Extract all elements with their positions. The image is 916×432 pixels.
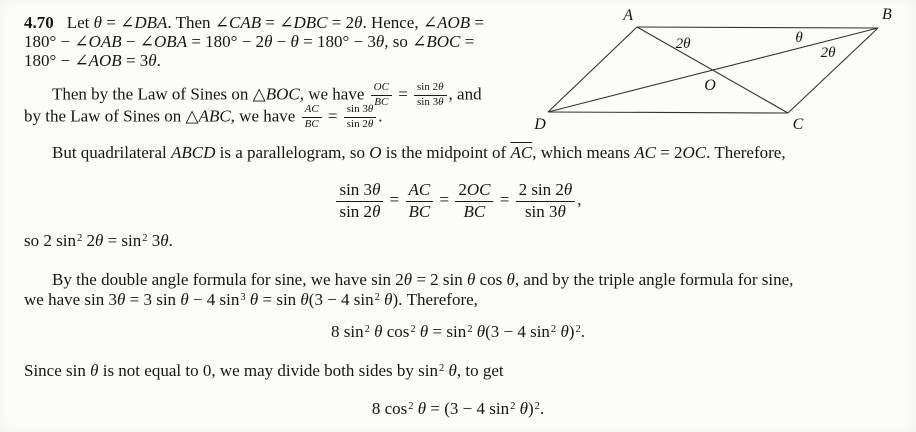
vertex-label-d: D [534, 116, 546, 132]
edge-da [548, 27, 637, 112]
fraction [516, 181, 576, 221]
text-run: θ [384, 290, 393, 309]
para2-line2 [24, 104, 383, 131]
text-run: = [393, 84, 413, 104]
text-run: − 4 sin [188, 290, 240, 309]
text-run: . Then ∠ [167, 13, 230, 32]
text-run: 2 [364, 323, 370, 335]
text-run: θ [354, 13, 363, 32]
text-run: OAB [88, 32, 122, 51]
angle-label-cab: 2θ [675, 36, 691, 52]
text-run: AC [634, 143, 656, 162]
text-run: = sin [103, 231, 142, 250]
text-run: θ [94, 231, 104, 250]
text-run: , so ∠ [384, 32, 427, 51]
fraction [406, 181, 434, 221]
text-run: = ∠ [261, 13, 294, 32]
text-run: θ [117, 290, 126, 309]
para3-line [52, 143, 786, 163]
text-run: 3 [147, 231, 161, 250]
text-run: But quadrilateral [52, 143, 171, 162]
text-run: θ [375, 32, 385, 51]
text-run: θ [374, 322, 383, 341]
text-run: θ [438, 81, 444, 93]
text-run: ). Therefore, [392, 290, 478, 309]
text-run: sin 3 [524, 201, 558, 221]
text-run: = [323, 106, 342, 126]
text-run: ) [527, 399, 534, 418]
text-run: , we have [230, 106, 300, 126]
text-run: θ [519, 399, 528, 418]
text-run: 8 sin [331, 322, 364, 341]
text-run: . [378, 106, 383, 126]
text-run: AOB [88, 51, 122, 70]
para1-line1 [24, 13, 484, 33]
text-run: BC [304, 117, 319, 130]
text-run: 2 [510, 400, 516, 412]
para1-line3 [24, 51, 161, 71]
text-run: OBA [154, 32, 188, 51]
text-run: . Hence, ∠ [362, 13, 438, 32]
text-run: 2 [467, 323, 473, 335]
text-run: AC [408, 180, 431, 200]
text-run: θ [403, 270, 413, 289]
text-run: θ [372, 180, 381, 200]
text-run: , to get [456, 361, 504, 380]
text-run: θ [476, 322, 486, 341]
text-run: = 2 sin [412, 270, 468, 289]
text-run: θ [448, 361, 457, 380]
text-run: sin 3 [346, 103, 368, 115]
text-run: ) [568, 322, 575, 341]
text-run: 2 [438, 362, 445, 374]
text-run: OC [682, 143, 707, 162]
text-run: θ [467, 270, 476, 289]
text-run: 2 [534, 400, 540, 412]
fraction [302, 104, 322, 131]
text-run: BC [408, 201, 431, 221]
text-run: sin 2 [346, 117, 368, 130]
text-run: 180° − ∠ [24, 51, 89, 70]
parallelogram-diagram [528, 2, 916, 132]
text-run: θ [438, 95, 444, 108]
vertex-label-b: B [882, 6, 892, 23]
text-run: θ [417, 399, 427, 418]
text-run: 2 [374, 291, 380, 303]
display-equation-2 [0, 318, 916, 349]
text-run: we have sin 3 [24, 290, 118, 309]
text-run: . [539, 399, 545, 418]
text-run: = 3 sin [125, 290, 181, 309]
text-run: 2 [410, 323, 416, 335]
text-run: θ [160, 231, 169, 250]
text-run: , and [448, 84, 482, 104]
text-run: OC [466, 180, 491, 200]
text-run: − ∠ [121, 32, 155, 51]
text-run: BC [463, 201, 486, 221]
text-run: = 180° − 2 [187, 32, 265, 51]
text-run: = 2 [327, 13, 355, 32]
angle-label-abd: θ [795, 30, 803, 46]
text-run: $\overline{AC}$ [510, 143, 533, 162]
text-run: = [495, 190, 514, 209]
text-run: BC [374, 95, 389, 108]
text-run: θ [506, 270, 515, 289]
text-run: = sin [428, 322, 467, 341]
text-run: θ [290, 32, 299, 51]
edge-ab [637, 27, 878, 28]
text-run: = [470, 13, 484, 32]
text-run: = ∠ [102, 13, 135, 32]
text-run: = [460, 32, 475, 51]
text-run: = 2 [655, 143, 683, 162]
text-run: AC [304, 103, 319, 115]
text-run: (3 − 4 sin [308, 290, 374, 309]
text-run: By the double angle formula for sine, we have sin 2 [52, 270, 404, 289]
fraction [455, 181, 493, 221]
text-run: θ [148, 51, 157, 70]
text-run: = sin [258, 290, 301, 309]
text-run: (3 − 4 sin [485, 322, 550, 341]
edge-cd [548, 112, 788, 113]
text-run: sin 2 [339, 201, 373, 221]
text-run: 2 [550, 323, 557, 335]
text-run: 8 cos [371, 399, 408, 418]
diagonal-db [548, 28, 878, 112]
text-run: BOC [426, 32, 461, 51]
text-run: 2 [76, 232, 83, 244]
text-run: Then by the Law of Sines on △ [52, 84, 266, 104]
text-run: sin 3 [417, 95, 439, 108]
text-run: θ [560, 322, 569, 341]
fraction [344, 104, 377, 131]
point-label-o: O [704, 77, 716, 94]
text-run: θ [367, 103, 374, 115]
text-run: is a parallelogram, so [215, 143, 370, 162]
display-equation-3 [0, 395, 916, 426]
text-run: = [385, 190, 404, 209]
fraction [336, 181, 383, 221]
para4-line2 [24, 290, 478, 313]
para4-line1 [52, 270, 793, 290]
text-run: . [168, 231, 173, 250]
text-run: 180° − ∠ [24, 32, 89, 51]
vertex-label-a: A [623, 7, 633, 24]
text-run: AOB [437, 13, 471, 32]
text-run: OC [373, 81, 389, 93]
text-run: CAB [229, 13, 262, 32]
text-run: θ [367, 117, 374, 130]
text-run: Since sin [24, 361, 91, 380]
text-run: 2 [575, 323, 581, 335]
text-run: , we have [299, 84, 369, 104]
text-run: 3 [240, 291, 246, 303]
text-run: is the midpoint of [381, 143, 511, 162]
text-run: sin 3 [339, 180, 373, 200]
text-run: BOC [265, 84, 300, 104]
text-run: . Therefore, [706, 143, 786, 162]
text-run: 2 [408, 400, 414, 412]
text-run: θ [563, 180, 573, 200]
text-run: θ [557, 201, 566, 221]
text-run: θ [419, 322, 429, 341]
text-run: − [272, 32, 291, 51]
text-run: 2 [142, 232, 148, 244]
text-run: so 2 sin [24, 231, 76, 250]
text-run: θ [180, 290, 189, 309]
text-run: ABCD [170, 143, 216, 162]
text-run: θ [249, 290, 259, 309]
vertex-label-c: C [792, 116, 804, 132]
text-run: sin 2 [417, 81, 439, 93]
text-run: 2 [82, 231, 95, 250]
text-run: θ [90, 361, 99, 380]
text-run: = (3 − 4 sin [426, 399, 510, 418]
text-run: = 180° − 3 [298, 32, 376, 51]
text-run: = [435, 190, 454, 209]
text-run: 4.70 [24, 13, 54, 32]
para1-line2 [24, 32, 474, 52]
display-equation-1 [0, 178, 916, 222]
text-run: θ [372, 201, 381, 221]
text-run: 2 sin 2 [518, 180, 564, 200]
text-run: θ [93, 13, 103, 32]
text-run: . [156, 51, 161, 70]
text-run: ABC [198, 106, 231, 126]
para5-line [24, 361, 504, 384]
text-run: , and by the triple angle formula for sine, [514, 270, 794, 289]
text-run: , which means [532, 143, 635, 162]
text-run: O [369, 143, 382, 162]
text-run: by the Law of Sines on △ [24, 106, 199, 126]
text-run: is not equal to 0, we may divide both sides by sin [98, 361, 438, 380]
text-run: θ [264, 32, 273, 51]
text-run: Let [66, 13, 94, 32]
text-run: cos [475, 270, 507, 289]
text-run: . [580, 322, 585, 341]
fraction [414, 82, 447, 109]
text-run: cos [382, 322, 410, 341]
text-run: θ [300, 290, 309, 309]
text-run: 2 [458, 180, 467, 200]
angle-label-dbc: 2θ [820, 45, 836, 61]
so-line [24, 231, 173, 254]
text-run: , [577, 190, 582, 209]
text-run: DBC [293, 13, 328, 32]
text-run: = 3 [121, 51, 149, 70]
text-run: DBA [134, 13, 168, 32]
